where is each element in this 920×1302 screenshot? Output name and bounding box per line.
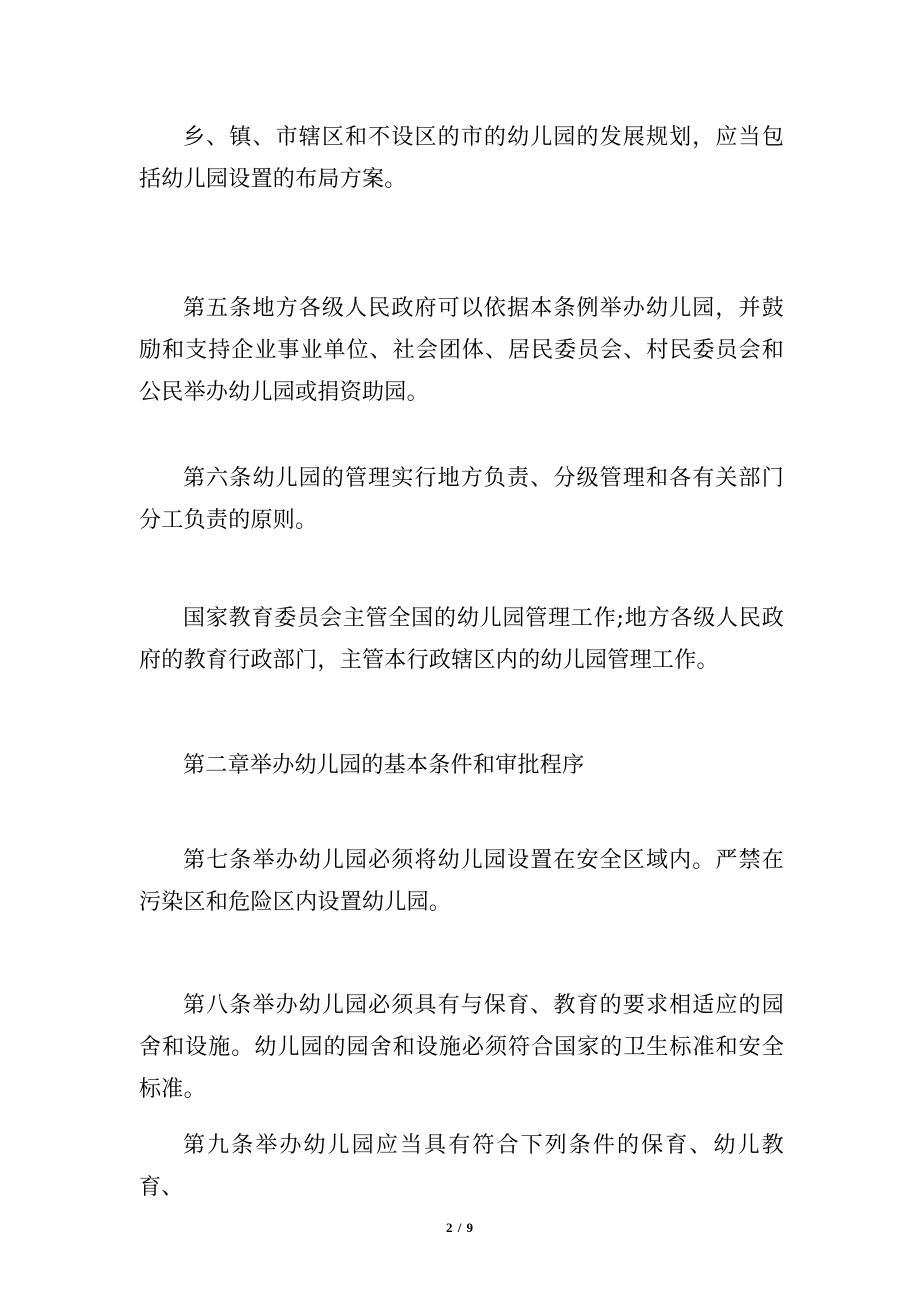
paragraph-article-8: 第八条举办幼儿园必须具有与保育、教育的要求相适应的园舍和设施。幼儿园的园舍和设施必须符合国家的卫生标准和安全标准。 — [139, 993, 784, 1102]
chapter-2-heading: 第二章举办幼儿园的基本条件和审批程序 — [183, 753, 585, 778]
paragraph-education-committee: 国家教育委员会主管全国的幼儿园管理工作;地方各级人民政府的教育行政部门，主管本行政辖区内的幼儿园管理工作。 — [139, 606, 784, 673]
page-number: 2 / 9 — [445, 1220, 475, 1235]
paragraph-article-9: 第九条举办幼儿园应当具有符合下列条件的保育、幼儿教育、 — [139, 1133, 784, 1200]
paragraph-article-6: 第六条幼儿园的管理实行地方负责、分级管理和各有关部门分工负责的原则。 — [139, 466, 784, 533]
paragraph-article-5: 第五条地方各级人民政府可以依据本条例举办幼儿园，并鼓励和支持企业事业单位、社会团体、居民委员会、村民委员会和公民举办幼儿园或捐资助园。 — [139, 296, 784, 405]
paragraph-development-plan: 乡、镇、市辖区和不设区的市的幼儿园的发展规划，应当包括幼儿园设置的布局方案。 — [139, 125, 784, 192]
paragraph-article-7: 第七条举办幼儿园必须将幼儿园设置在安全区域内。严禁在污染区和危险区内设置幼儿园。 — [139, 848, 784, 915]
